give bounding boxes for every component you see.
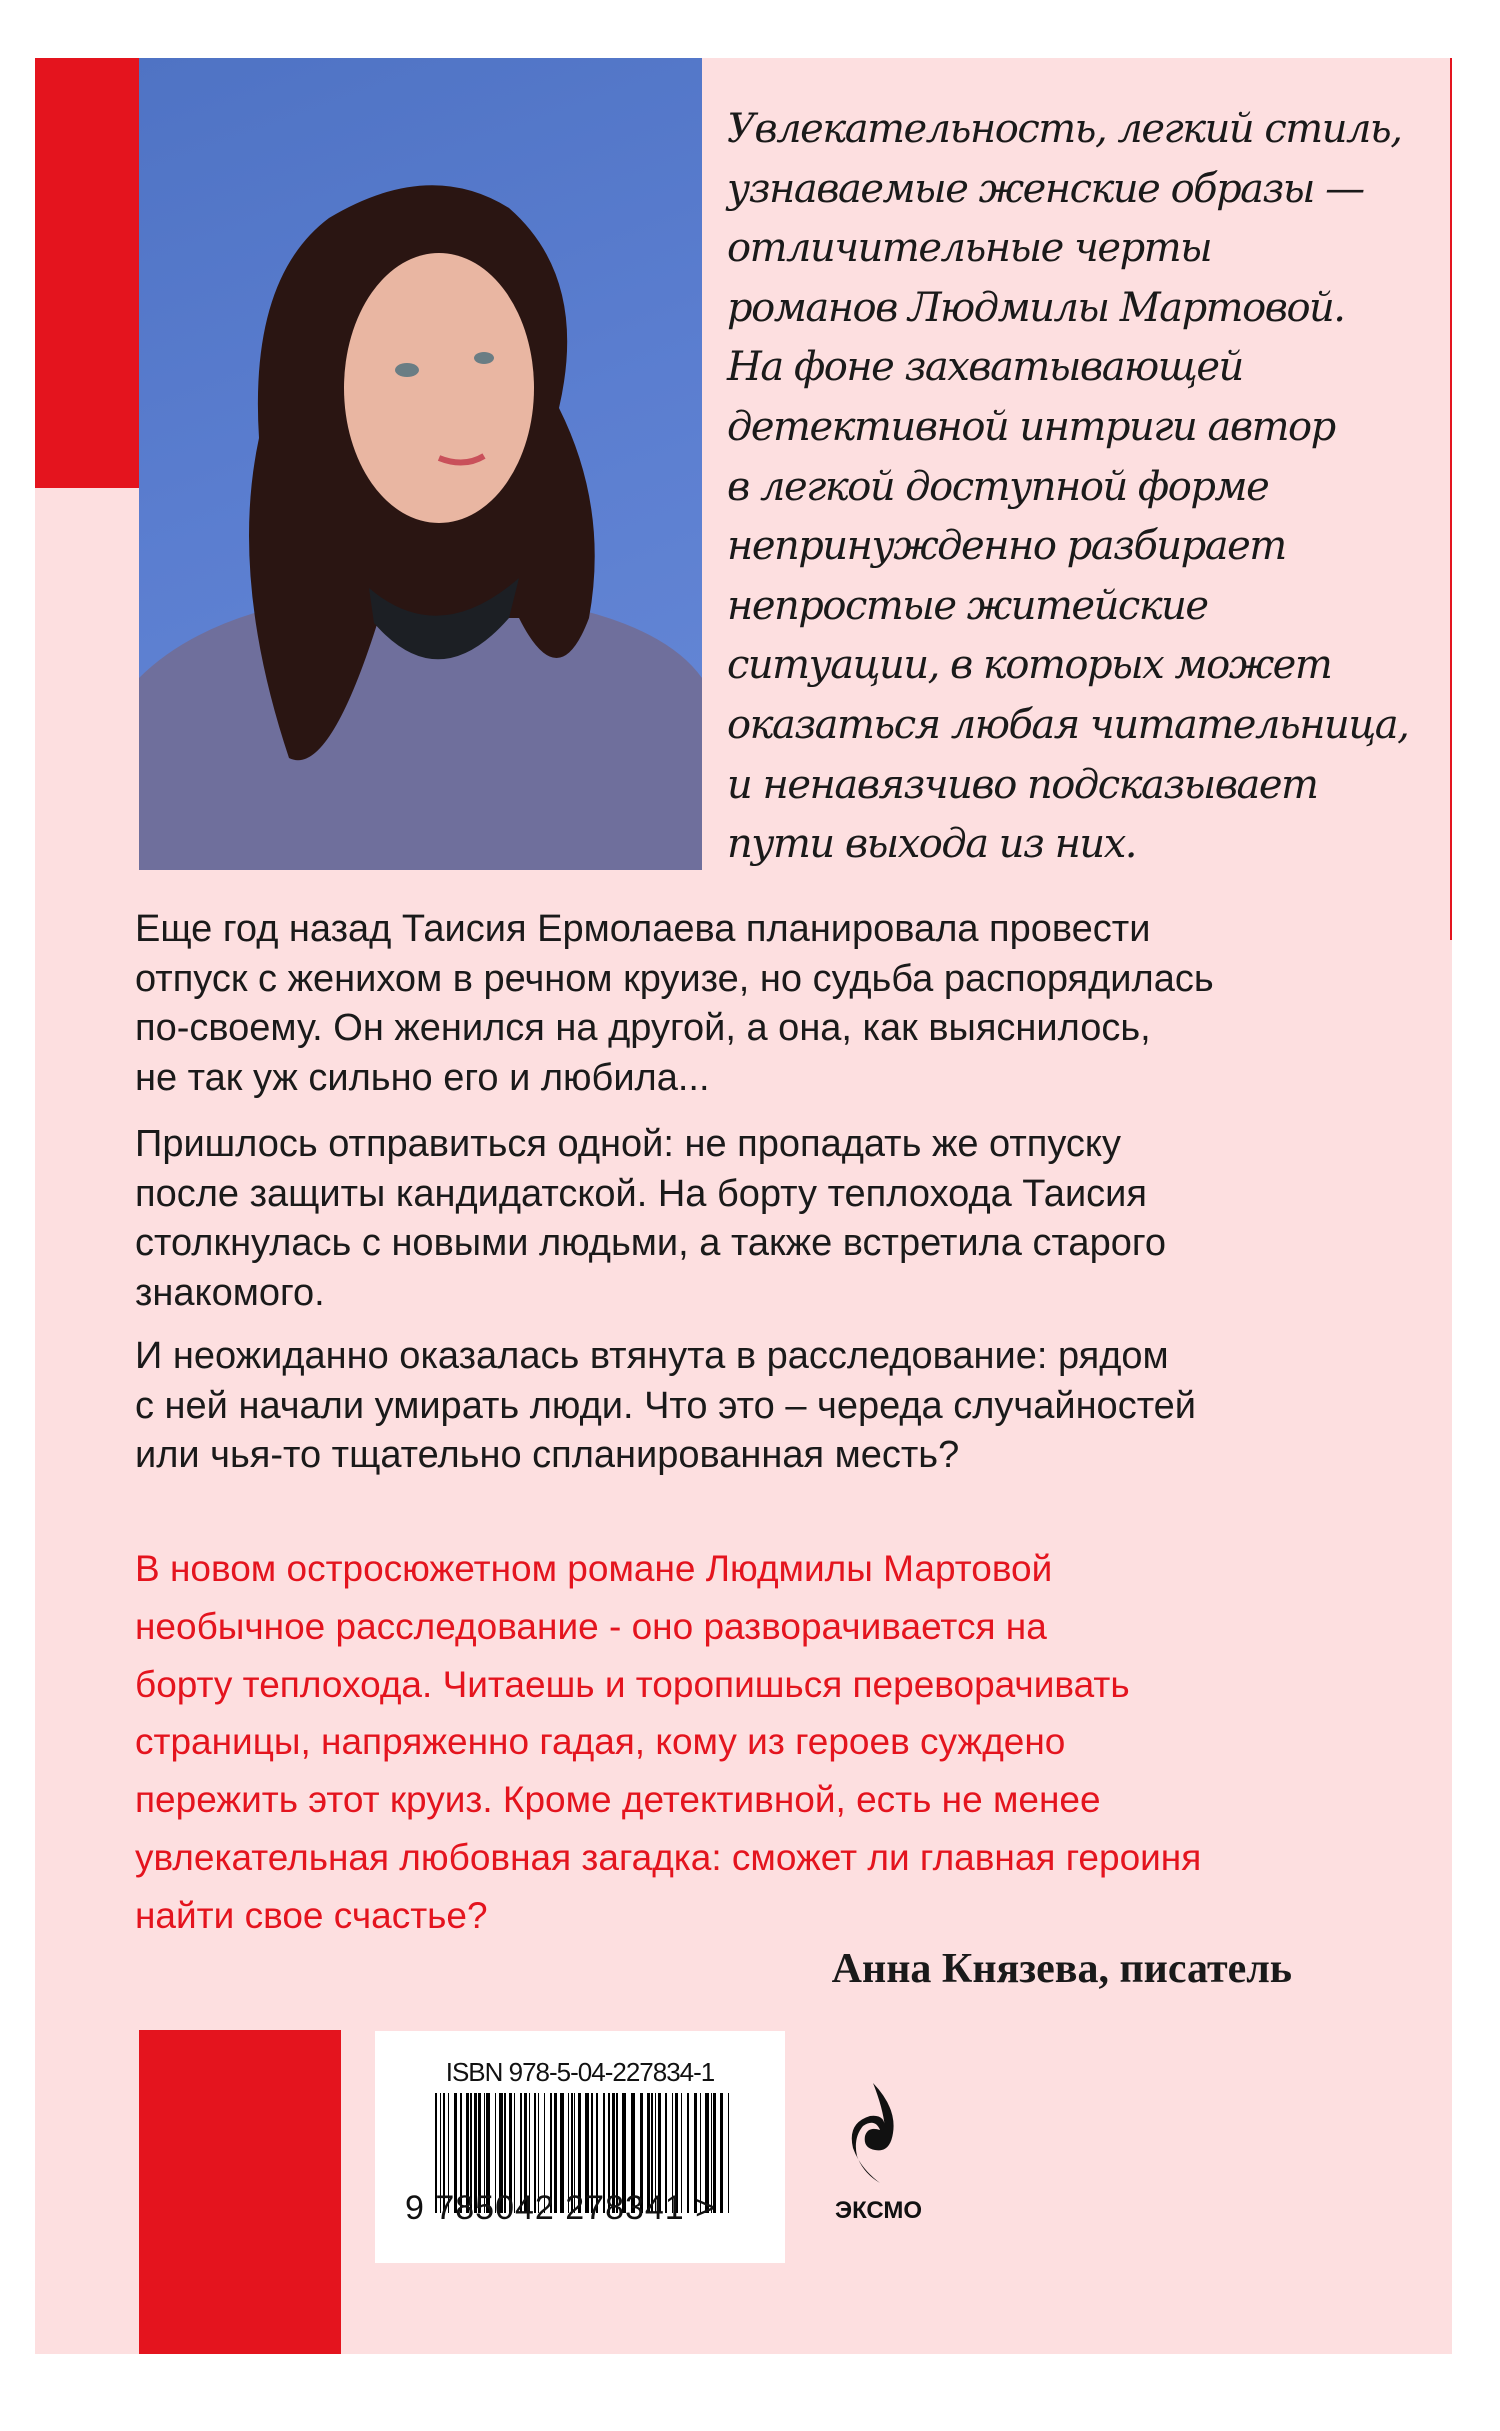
quote-line: оказаться любая читательница, bbox=[727, 701, 1409, 748]
quote-line: романов Людмилы Мартовой. bbox=[727, 284, 1345, 331]
author-quote bbox=[727, 100, 1407, 875]
review-signature: Анна Князева, писатель bbox=[831, 1946, 1292, 1992]
text-line: отпуск с женихом в речном круизе, но судьба распорядилась bbox=[135, 957, 1214, 1000]
quote-line: ситуации, в которых может bbox=[727, 642, 1332, 689]
red-edge-line bbox=[1450, 58, 1452, 940]
publisher-name: ЭКСМО bbox=[835, 2197, 923, 2224]
text-line: столкнулась с новыми людьми, а также встретила старого bbox=[135, 1222, 1166, 1264]
text-line: Еще год назад Таисия Ермолаева планировала провести bbox=[135, 908, 1151, 950]
review-line: страницы, напряженно гадая, кому из героев суждено bbox=[135, 1721, 1066, 1763]
red-accent-block-bottom bbox=[139, 2030, 341, 2354]
quote-line: детективной интриги автор bbox=[727, 403, 1335, 450]
barcode-box bbox=[375, 2031, 785, 2263]
review-text bbox=[135, 1540, 1201, 1945]
publisher-logo bbox=[835, 2078, 923, 2225]
text-line: по-своему. Он женился на другой, а она, как выяснилось, bbox=[135, 1007, 1151, 1049]
quote-line: в легкой доступной форме bbox=[727, 463, 1269, 510]
review-line: В новом остросюжетном романе Людмилы Мартовой bbox=[135, 1548, 1053, 1589]
author-photo bbox=[139, 58, 702, 870]
barcode-bar bbox=[720, 2093, 723, 2213]
review-line: найти свое счастье? bbox=[135, 1894, 488, 1936]
quote-line: узнаваемые женские образы — bbox=[727, 165, 1364, 212]
text-line: с ней начали умирать люди. Что это – череда случайностей bbox=[135, 1384, 1197, 1427]
text-line: или чья-то тщательно спланированная месть? bbox=[135, 1434, 960, 1476]
barcode-bar bbox=[728, 2093, 729, 2213]
annotation-paragraph-1 bbox=[135, 905, 1385, 1103]
quote-line: Увлекательность, легкий стиль, bbox=[727, 106, 1402, 152]
quote-line: и ненавязчиво подсказывает bbox=[727, 761, 1318, 808]
text-line: Пришлось отправиться одной: не пропадать же отпуску bbox=[135, 1123, 1121, 1165]
text-line: после защиты кандидатской. На борту теплохода Таисия bbox=[135, 1172, 1147, 1215]
text-line: не так уж сильно его и любила... bbox=[135, 1056, 710, 1099]
text-line: знакомого. bbox=[135, 1271, 325, 1314]
red-accent-block-top bbox=[35, 58, 139, 488]
quote-line: На фоне захватывающей bbox=[727, 344, 1243, 391]
barcode-digits: 9 785042 278341 > bbox=[405, 2189, 717, 2227]
quote-line: непростые житейские bbox=[727, 582, 1208, 629]
eksmo-swirl-icon bbox=[835, 2078, 915, 2188]
annotation-paragraph-2 bbox=[135, 1120, 1385, 1318]
isbn-number: ISBN 978-5-04-227834-1 bbox=[445, 2057, 715, 2087]
review-line: пережить этот круиз. Кроме детективной, есть не менее bbox=[135, 1779, 1101, 1821]
review-line: борту теплохода. Читаешь и торопишься переворачивать bbox=[135, 1663, 1130, 1705]
review-line: увлекательная любовная загадка: сможет ли главная героиня bbox=[135, 1836, 1202, 1878]
quote-line: отличительные черты bbox=[727, 225, 1212, 272]
quote-line: непринужденно разбирает bbox=[727, 523, 1286, 570]
text-line: И неожиданно оказалась втянута в расследование: рядом bbox=[135, 1335, 1169, 1377]
quote-line: пути выхода из них. bbox=[727, 821, 1136, 868]
annotation-paragraph-3 bbox=[135, 1332, 1385, 1481]
review-line: необычное расследование - оно разворачивается на bbox=[135, 1605, 1047, 1647]
